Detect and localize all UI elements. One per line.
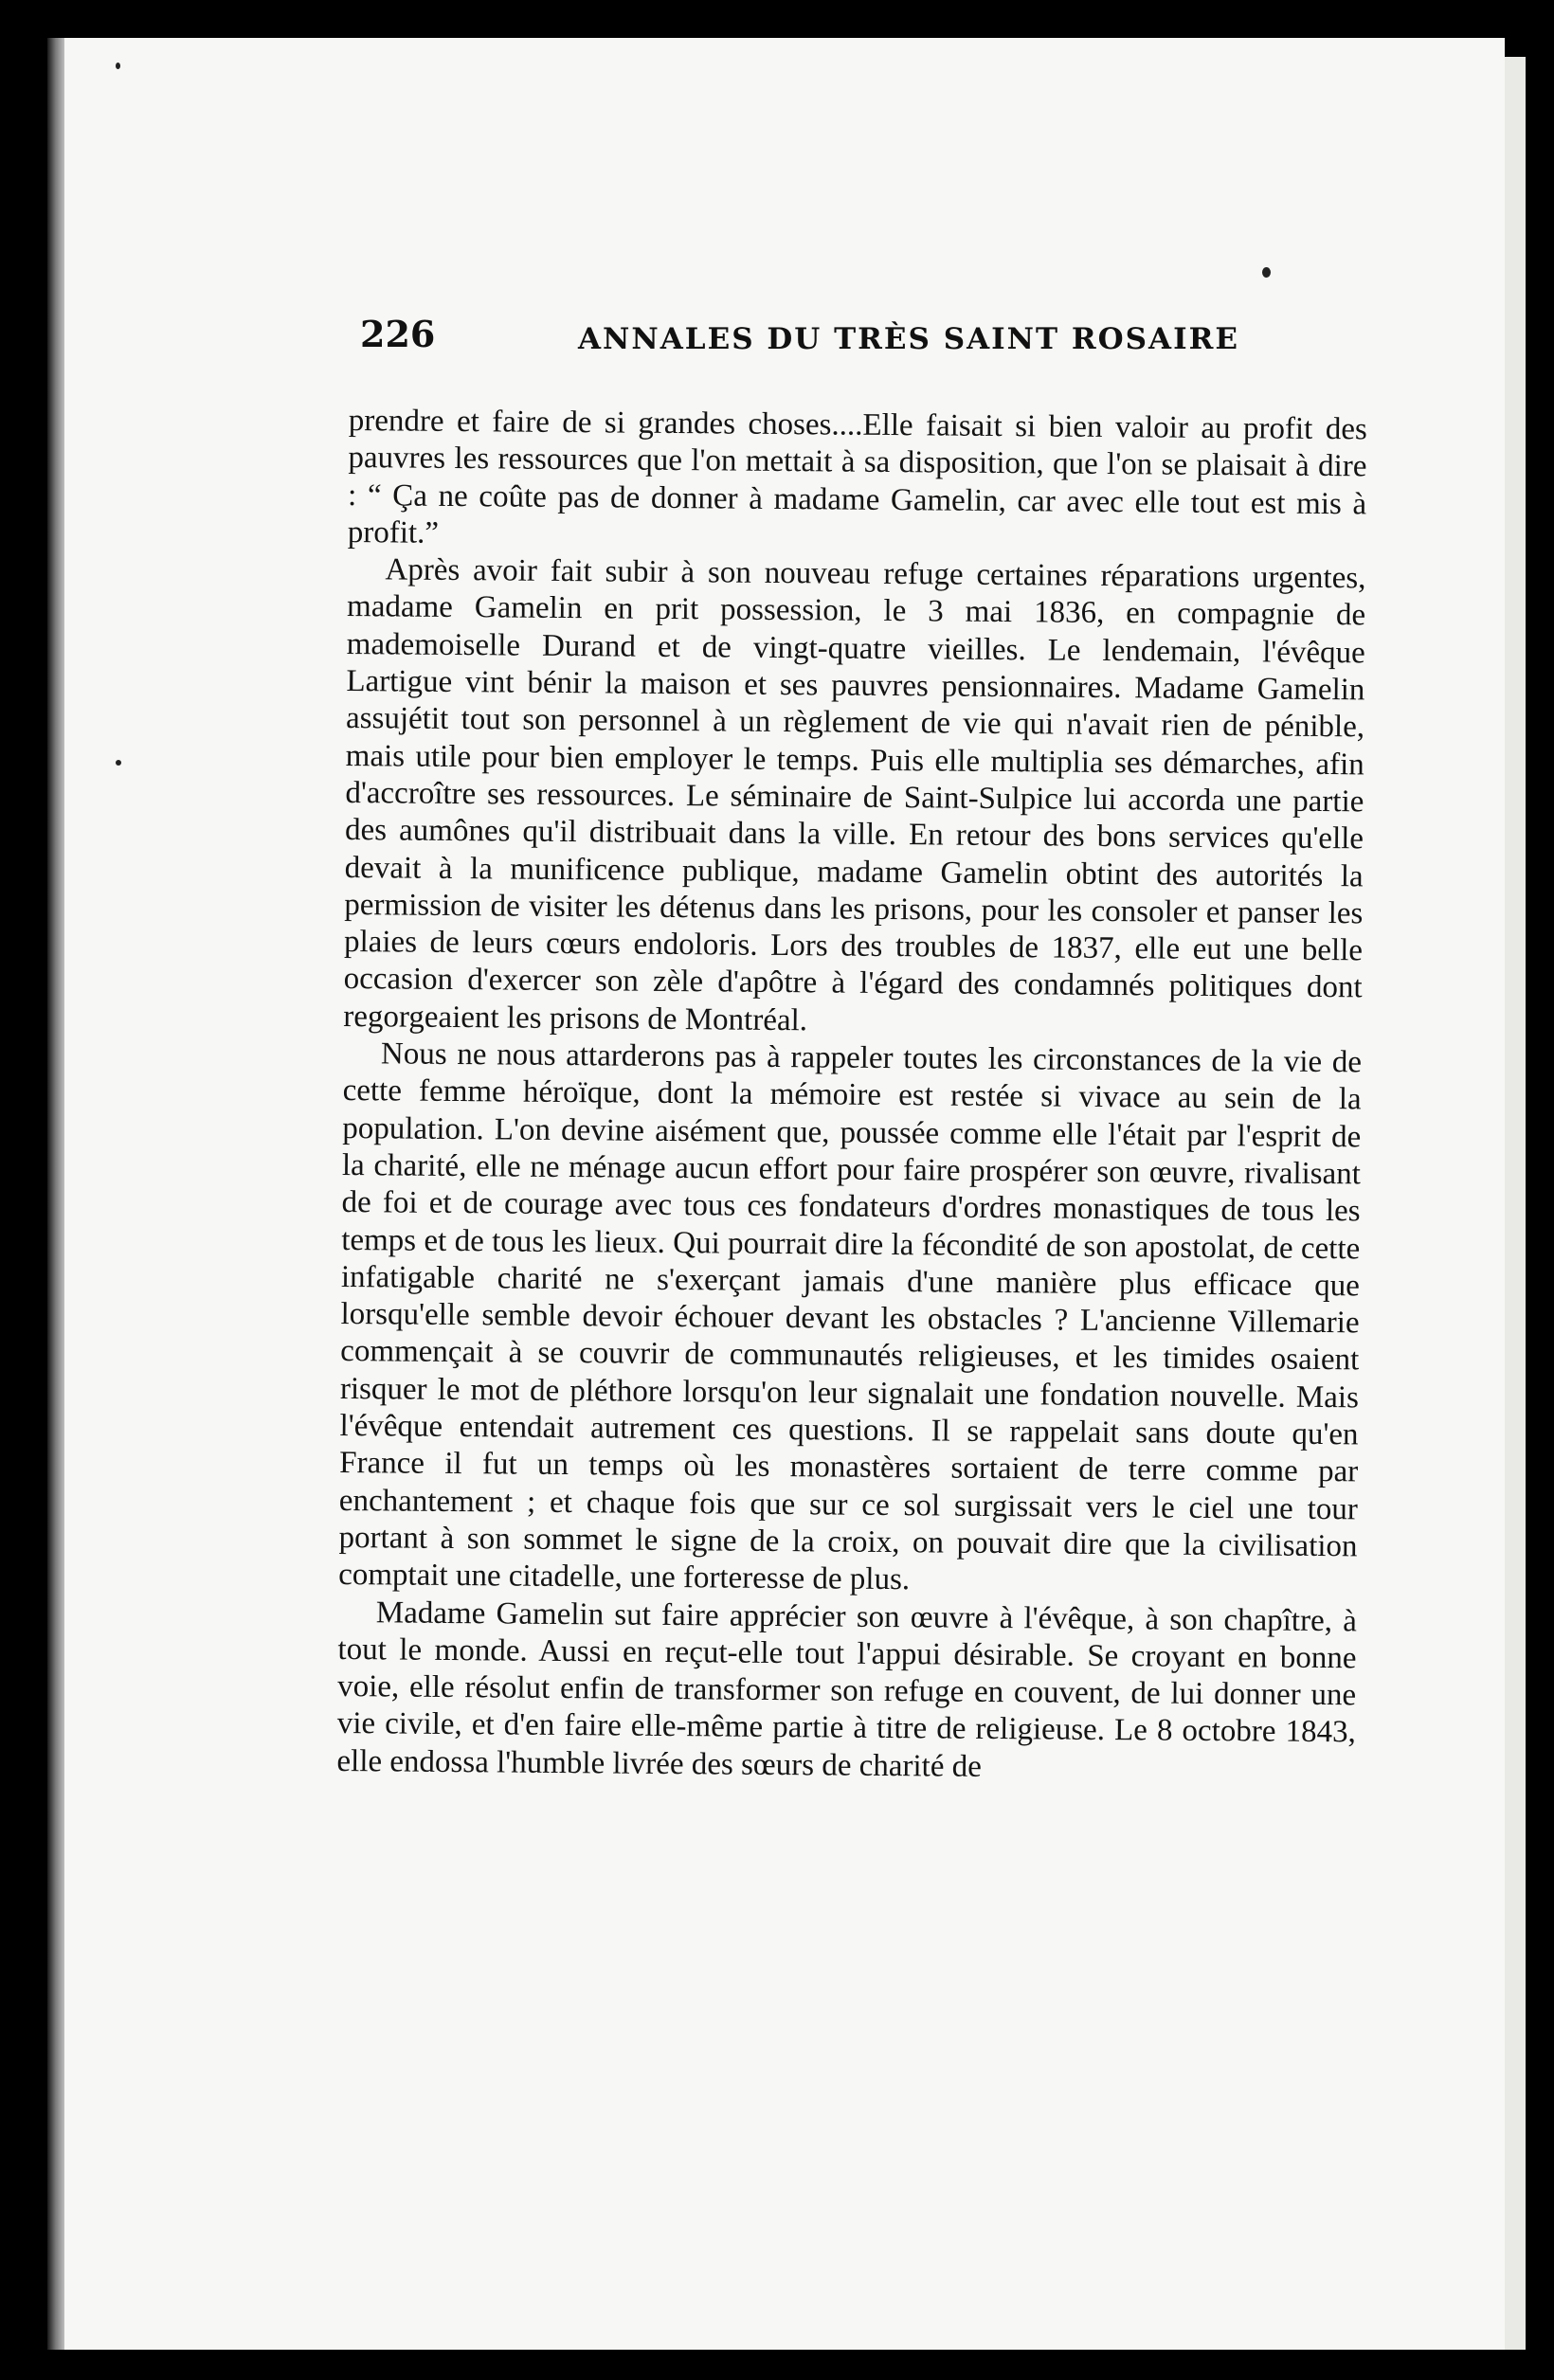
page-header	[360, 313, 1364, 370]
paragraph: Nous ne nous attarderons pas à rappeler toutes les circonstances de la vie de cette femme héroïque, dont la mémoire est restée si vivace au sein de la population. L'on devine aisément que, poussée comme elle l'était par l'esprit de la charité, elle ne ménage aucun effort pour faire prospérer son œuvre, rivalisant de foi et de courage avec tous ces fondateurs d'ordres monastiques de tous les temps et de tous les lieux. Qui pourrait dire la fécondité de son apostolat, de cette infatigable charité ne s'exerçant jamais d'une manière plus efficace que lorsqu'elle semble devoir échouer devant les obstacles ? L'ancienne Villemarie commençait à se couvrir de communautés religieuses, et les timides osaient risquer le mot de pléthore lorsqu'on leur signalait une fondation nouvelle. Mais l'évêque entendait autrement ces questions. Il se rappelait sans doute qu'en France il fut un temps où les monastères sortaient de terre comme par enchantement ; et chaque fois que sur ce sol surgissait vers le ciel une tour portant à son sommet le signe de la croix, on pouvait dire que la civilisation comptait une citadelle, une forteresse de plus.	[338, 1037, 1363, 1597]
paragraph-continued: prendre et faire de si grandes choses....Elle faisait si bien valoir au profit des pauvres les ressources que l'on mettait à sa disposition, que l'on se plaisait à dire : “ Ça ne coûte pas de donner à madame Gamelin, car avec elle tout est mis à profit.”	[347, 403, 1367, 550]
paragraph: Madame Gamelin sut faire apprécier son œuvre à l'évêque, à son chapître, à tout le monde. Aussi en reçut-elle tout l'appui désirable. Se croyant en bonne voie, elle résolut enfin de transformer son refuge en couvent, de lui donner une vie civile, et d'en faire elle-même partie à titre de religieuse. Le 8 octobre 1843, elle endossa l'humble livrée des sœurs de charité de	[336, 1595, 1357, 1784]
dust-speck	[116, 63, 120, 69]
page-number: 226	[360, 313, 436, 355]
running-title: ANNALES DU TRÈS SAINT ROSAIRE	[578, 322, 1239, 356]
scan-right-strip	[1505, 57, 1526, 2350]
paragraph: Après avoir fait subir à son nouveau refuge certaines réparations urgentes, madame Gamelin en prit possession, le 3 mai 1836, en compagnie de mademoiselle Durand et de vingt-quatre vieilles. Le lendemain, l'évêque Lartigue vint bénir la maison et ses pauvres pensionnaires. Madame Gamelin assujétit tout son personnel à un règlement de vie qui n'avait rien de pénible, mais utile pour bien employer le temps. Puis elle multiplia ses démarches, afin d'accroître ses ressources. Le séminaire de Saint-Sulpice lui accorda une partie des aumônes qu'il distribuait dans la ville. En retour des bons services qu'elle devait à la munificence publique, madame Gamelin obtint des autorités la permission de visiter les détenus dans les prisons, pour les consoler et panser les plaies de leurs cœurs endoloris. Lors des troubles de 1837, elle eut une belle occasion d'exercer son zèle d'apôtre à l'égard des condamnés politiques dont regorgeaient les prisons de Montréal.	[343, 552, 1366, 1037]
dust-speck	[116, 760, 121, 766]
body-text	[336, 403, 1367, 1789]
dust-speck	[1262, 267, 1271, 278]
